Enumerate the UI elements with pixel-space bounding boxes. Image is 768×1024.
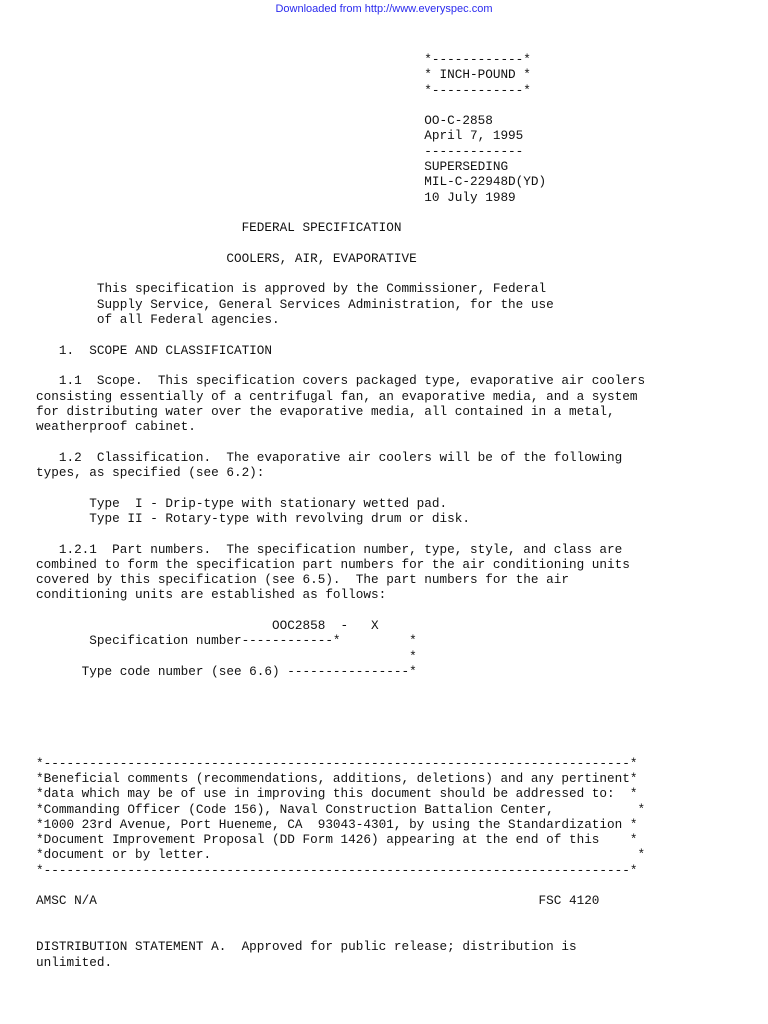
document-text-line: 1.2 Classification. The evaporative air coolers will be of the following [36,449,623,465]
document-text-line: types, as specified (see 6.2): [36,465,265,481]
document-text-line [36,679,645,694]
document-text-line: *Beneficial comments (recommendations, additions, deletions) and any pertinent* [36,770,638,786]
document-text-line: COOLERS, AIR, EVAPORATIVE [36,250,417,266]
document-text-line: for distributing water over the evaporative media, all contained in a metal, [36,403,615,419]
document-text-line: *------------* [36,52,531,67]
document-text-line: *-----------------------------------------------------------------------------* [36,755,638,771]
document-text-line: *data which may be of use in improving this document should be addressed to: * [36,786,638,802]
document-text-line: consisting essentially of a centrifugal fan, an evaporative media, and a system [36,388,638,404]
document-text-line: Supply Service, General Services Administration, for the use [36,296,554,312]
document-text-line: *Commanding Officer (Code 156), Naval Construction Battalion Center, * [36,801,646,817]
document-text-line [36,266,645,281]
document-text-line [36,725,645,740]
document-text-line: combined to form the specification part numbers for the air conditioning units [36,556,630,572]
document-text-line: *-----------------------------------------------------------------------------* [36,862,638,878]
document-text-line [36,710,645,725]
document-text-line [36,434,645,449]
document-text-line: *1000 23rd Avenue, Port Hueneme, CA 93043-4301, by using the Standardization * [36,816,638,832]
document-text-line [36,526,645,541]
document-text-line: Type code number (see 6.6) ----------------* [36,663,417,679]
document-text-line: DISTRIBUTION STATEMENT A. Approved for public release; distribution is [36,939,577,955]
document-text-line: *Document Improvement Proposal (DD Form 1426) appearing at the end of this * [36,832,638,848]
document-text-line [36,236,645,251]
specification-document-body [36,52,645,970]
document-text-line: 1.1 Scope. This specification covers packaged type, evaporative air coolers [36,373,646,389]
document-text-line [36,205,645,220]
document-text-line: *------------* [36,82,531,98]
document-text-line: unlimited. [36,954,113,970]
document-text-line [36,327,645,342]
document-text-line [36,480,645,495]
document-text-line [36,740,645,755]
document-text-line: OOC2858 - X [36,617,379,633]
document-text-line: This specification is approved by the Commissioner, Federal [36,281,547,297]
document-text-line: weatherproof cabinet. [36,419,196,435]
document-text-line: 10 July 1989 [36,189,516,205]
document-text-line [36,358,645,373]
document-text-line [36,694,645,709]
document-text-line [36,98,645,113]
document-text-line: April 7, 1995 [36,128,524,144]
document-text-line: ------------- [36,143,524,159]
document-text-line [36,878,645,893]
document-text-line: conditioning units are established as follows: [36,587,387,603]
document-text-line: * [36,648,417,664]
document-text-line: Type II - Rotary-type with revolving drum or disk. [36,510,470,526]
document-text-line: 1.2.1 Part numbers. The specification number, type, style, and class are [36,541,623,557]
document-text-line: covered by this specification (see 6.5). The part numbers for the air [36,572,569,588]
download-source-banner: Downloaded from http://www.everyspec.com [275,3,493,15]
document-text-line: * INCH-POUND * [36,67,531,83]
document-text-line [36,909,645,924]
document-text-line [36,603,645,618]
document-text-line: OO-C-2858 [36,113,493,129]
document-text-line: *document or by letter. * [36,847,646,863]
document-text-line: AMSC N/A FSC 4120 [36,893,600,909]
document-text-line [36,924,645,939]
document-text-line: 1. SCOPE AND CLASSIFICATION [36,342,273,358]
document-text-line: of all Federal agencies. [36,312,280,328]
document-text-line: Specification number------------* * [36,633,417,649]
document-text-line: FEDERAL SPECIFICATION [36,220,402,236]
document-text-line: MIL-C-22948D(YD) [36,174,547,190]
document-text-line: SUPERSEDING [36,159,509,175]
document-text-line: Type I - Drip-type with stationary wetted pad. [36,495,448,511]
